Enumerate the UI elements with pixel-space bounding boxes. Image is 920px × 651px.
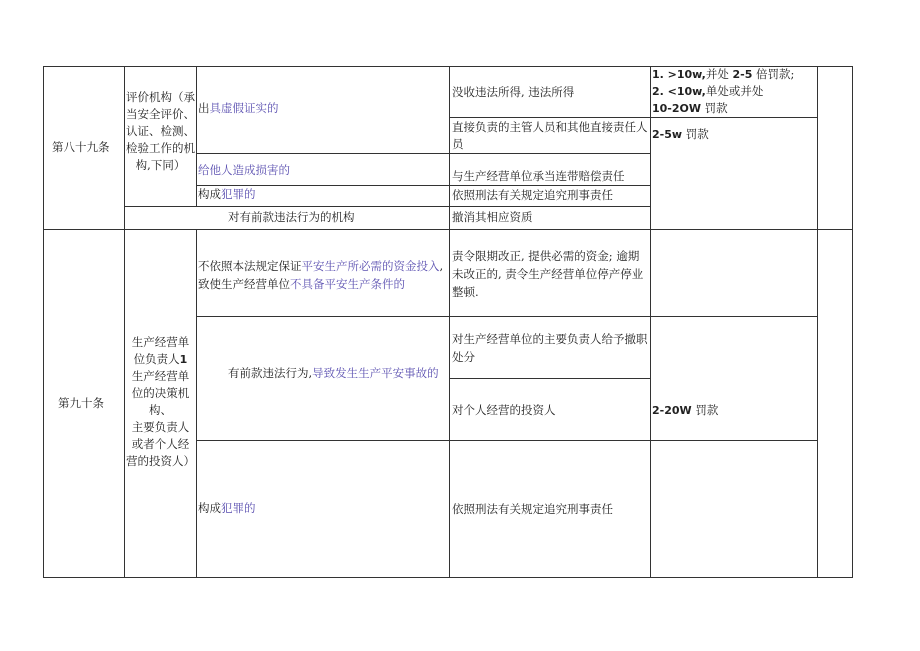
conduct-no-funds-plain-1: 不依照本法规定保证 <box>198 259 302 273</box>
grid-h-7 <box>449 378 650 379</box>
fine-line-2-text: 单处或并处 <box>705 84 764 98</box>
grid-v-1 <box>124 66 125 578</box>
conduct-repeat: 对有前款违法行为的机构 <box>228 210 355 224</box>
subject-line-2a: 位负责人 <box>133 352 180 366</box>
fine-investor-text: 罚款 <box>691 403 719 417</box>
penalty-direct-person: 直接负责的主管人员和其他直接责任人员 <box>452 120 648 151</box>
conduct-damage <box>198 162 446 179</box>
fine-line-1-tail: 倍罚款; <box>752 67 795 81</box>
penalty-confiscate: 没收违法所得, 违法所得 <box>452 85 575 99</box>
fine-direct-text: 罚款 <box>682 127 709 141</box>
fine-direct <box>652 126 816 143</box>
grid-v-3 <box>449 66 450 578</box>
grid-h-1 <box>449 117 817 118</box>
penalty-investor: 对个人经营的投资人 <box>452 403 556 417</box>
grid-h-2 <box>196 153 650 154</box>
grid-h-8 <box>196 440 817 441</box>
penalty-revoke: 撤消其相应资质 <box>452 210 533 224</box>
fine-line-1-num: 1. >10w, <box>652 68 706 81</box>
penalty-criminal-90: 依照刑法有关规定追究刑事责任 <box>452 502 613 516</box>
fine-line-2 <box>652 83 816 100</box>
grid-v-0 <box>43 66 44 578</box>
fine-line-2-num: 2. <10w, <box>652 85 706 98</box>
article-90-subject <box>126 334 195 470</box>
fine-line-1-mult: 2-5 <box>732 68 753 81</box>
fine-investor-num: 2-20W <box>652 404 692 417</box>
conduct-no-funds-plain-2: ,致使生产经营单位 <box>198 259 444 291</box>
article-89-subject: 评价机构（承当安全评价、认证、检测、检验工作的机构,下同） <box>126 90 195 172</box>
conduct-false-cert <box>198 100 446 117</box>
grid-h-mid <box>43 229 852 230</box>
conduct-damage-link[interactable]: 给他人造成损害的 <box>198 163 290 177</box>
conduct-crime-89 <box>198 186 446 203</box>
grid-h-bottom <box>43 577 852 578</box>
subject-line-7: 或者个人经 <box>131 437 190 451</box>
subject-line-2b: 1 <box>179 353 188 366</box>
conduct-accident <box>198 364 446 382</box>
fine-line-3-num: 10-2OW <box>652 102 702 115</box>
conduct-crime-90-plain: 构成 <box>198 501 221 515</box>
grid-v-2b <box>196 229 197 578</box>
grid-v-6 <box>852 66 853 578</box>
article-90-label: 第九十条 <box>58 396 104 410</box>
grid-v-5 <box>817 66 818 578</box>
conduct-crime-89-link[interactable]: 犯罪的 <box>221 187 256 201</box>
conduct-false-cert-link[interactable]: 具虚假证实的 <box>209 101 279 115</box>
conduct-no-funds-link-1[interactable]: 平安生产所必需的资金投入 <box>301 259 440 273</box>
conduct-no-funds-link-2[interactable]: 不具备平安生产条件的 <box>290 277 405 291</box>
grid-h-3 <box>449 185 650 186</box>
conduct-crime-90 <box>198 500 446 517</box>
grid-h-6 <box>196 316 817 317</box>
subject-line-6: 主要负责人 <box>131 420 190 434</box>
subject-line-1: 生产经营单 <box>131 335 190 349</box>
fine-investor <box>652 402 816 419</box>
penalty-order-correct: 责令限期改正, 提供必需的资金; 逾期未改正的, 责令生产经营单位停产停业整顿. <box>452 249 644 299</box>
subject-line-4: 位的决策机 <box>131 386 190 400</box>
article-89-label: 第八十九条 <box>52 140 110 154</box>
penalty-joint-liability: 与生产经营单位承当连带赔偿责任 <box>452 169 625 183</box>
conduct-crime-90-link[interactable]: 犯罪的 <box>221 501 256 515</box>
subject-line-5: 构、 <box>149 403 172 417</box>
conduct-crime-89-plain: 构成 <box>198 187 221 201</box>
fine-direct-num: 2-5w <box>652 128 683 141</box>
penalty-criminal-89: 依照刑法有关规定追究刑事责任 <box>452 188 613 202</box>
conduct-false-cert-plain: 出 <box>198 101 210 115</box>
grid-v-4 <box>650 66 651 578</box>
fine-line-1 <box>652 66 816 83</box>
fine-line-3-text: 罚款 <box>701 101 728 115</box>
conduct-accident-plain: 有前款违法行为, <box>228 366 313 380</box>
conduct-accident-link[interactable]: 导致发生生产平安事故的 <box>312 366 439 380</box>
penalty-dismiss: 对生产经营单位的主要负责人给予撤职处分 <box>452 332 648 364</box>
subject-line-2 <box>126 351 195 368</box>
fine-line-1-text: 并处 <box>705 67 733 81</box>
grid-v-2a <box>196 66 197 207</box>
fine-line-3 <box>652 100 816 117</box>
subject-line-8: 营的投资人） <box>126 454 195 468</box>
grid-h-5 <box>124 206 650 207</box>
conduct-no-funds <box>198 257 446 293</box>
subject-line-3: 生产经营单 <box>131 369 190 383</box>
